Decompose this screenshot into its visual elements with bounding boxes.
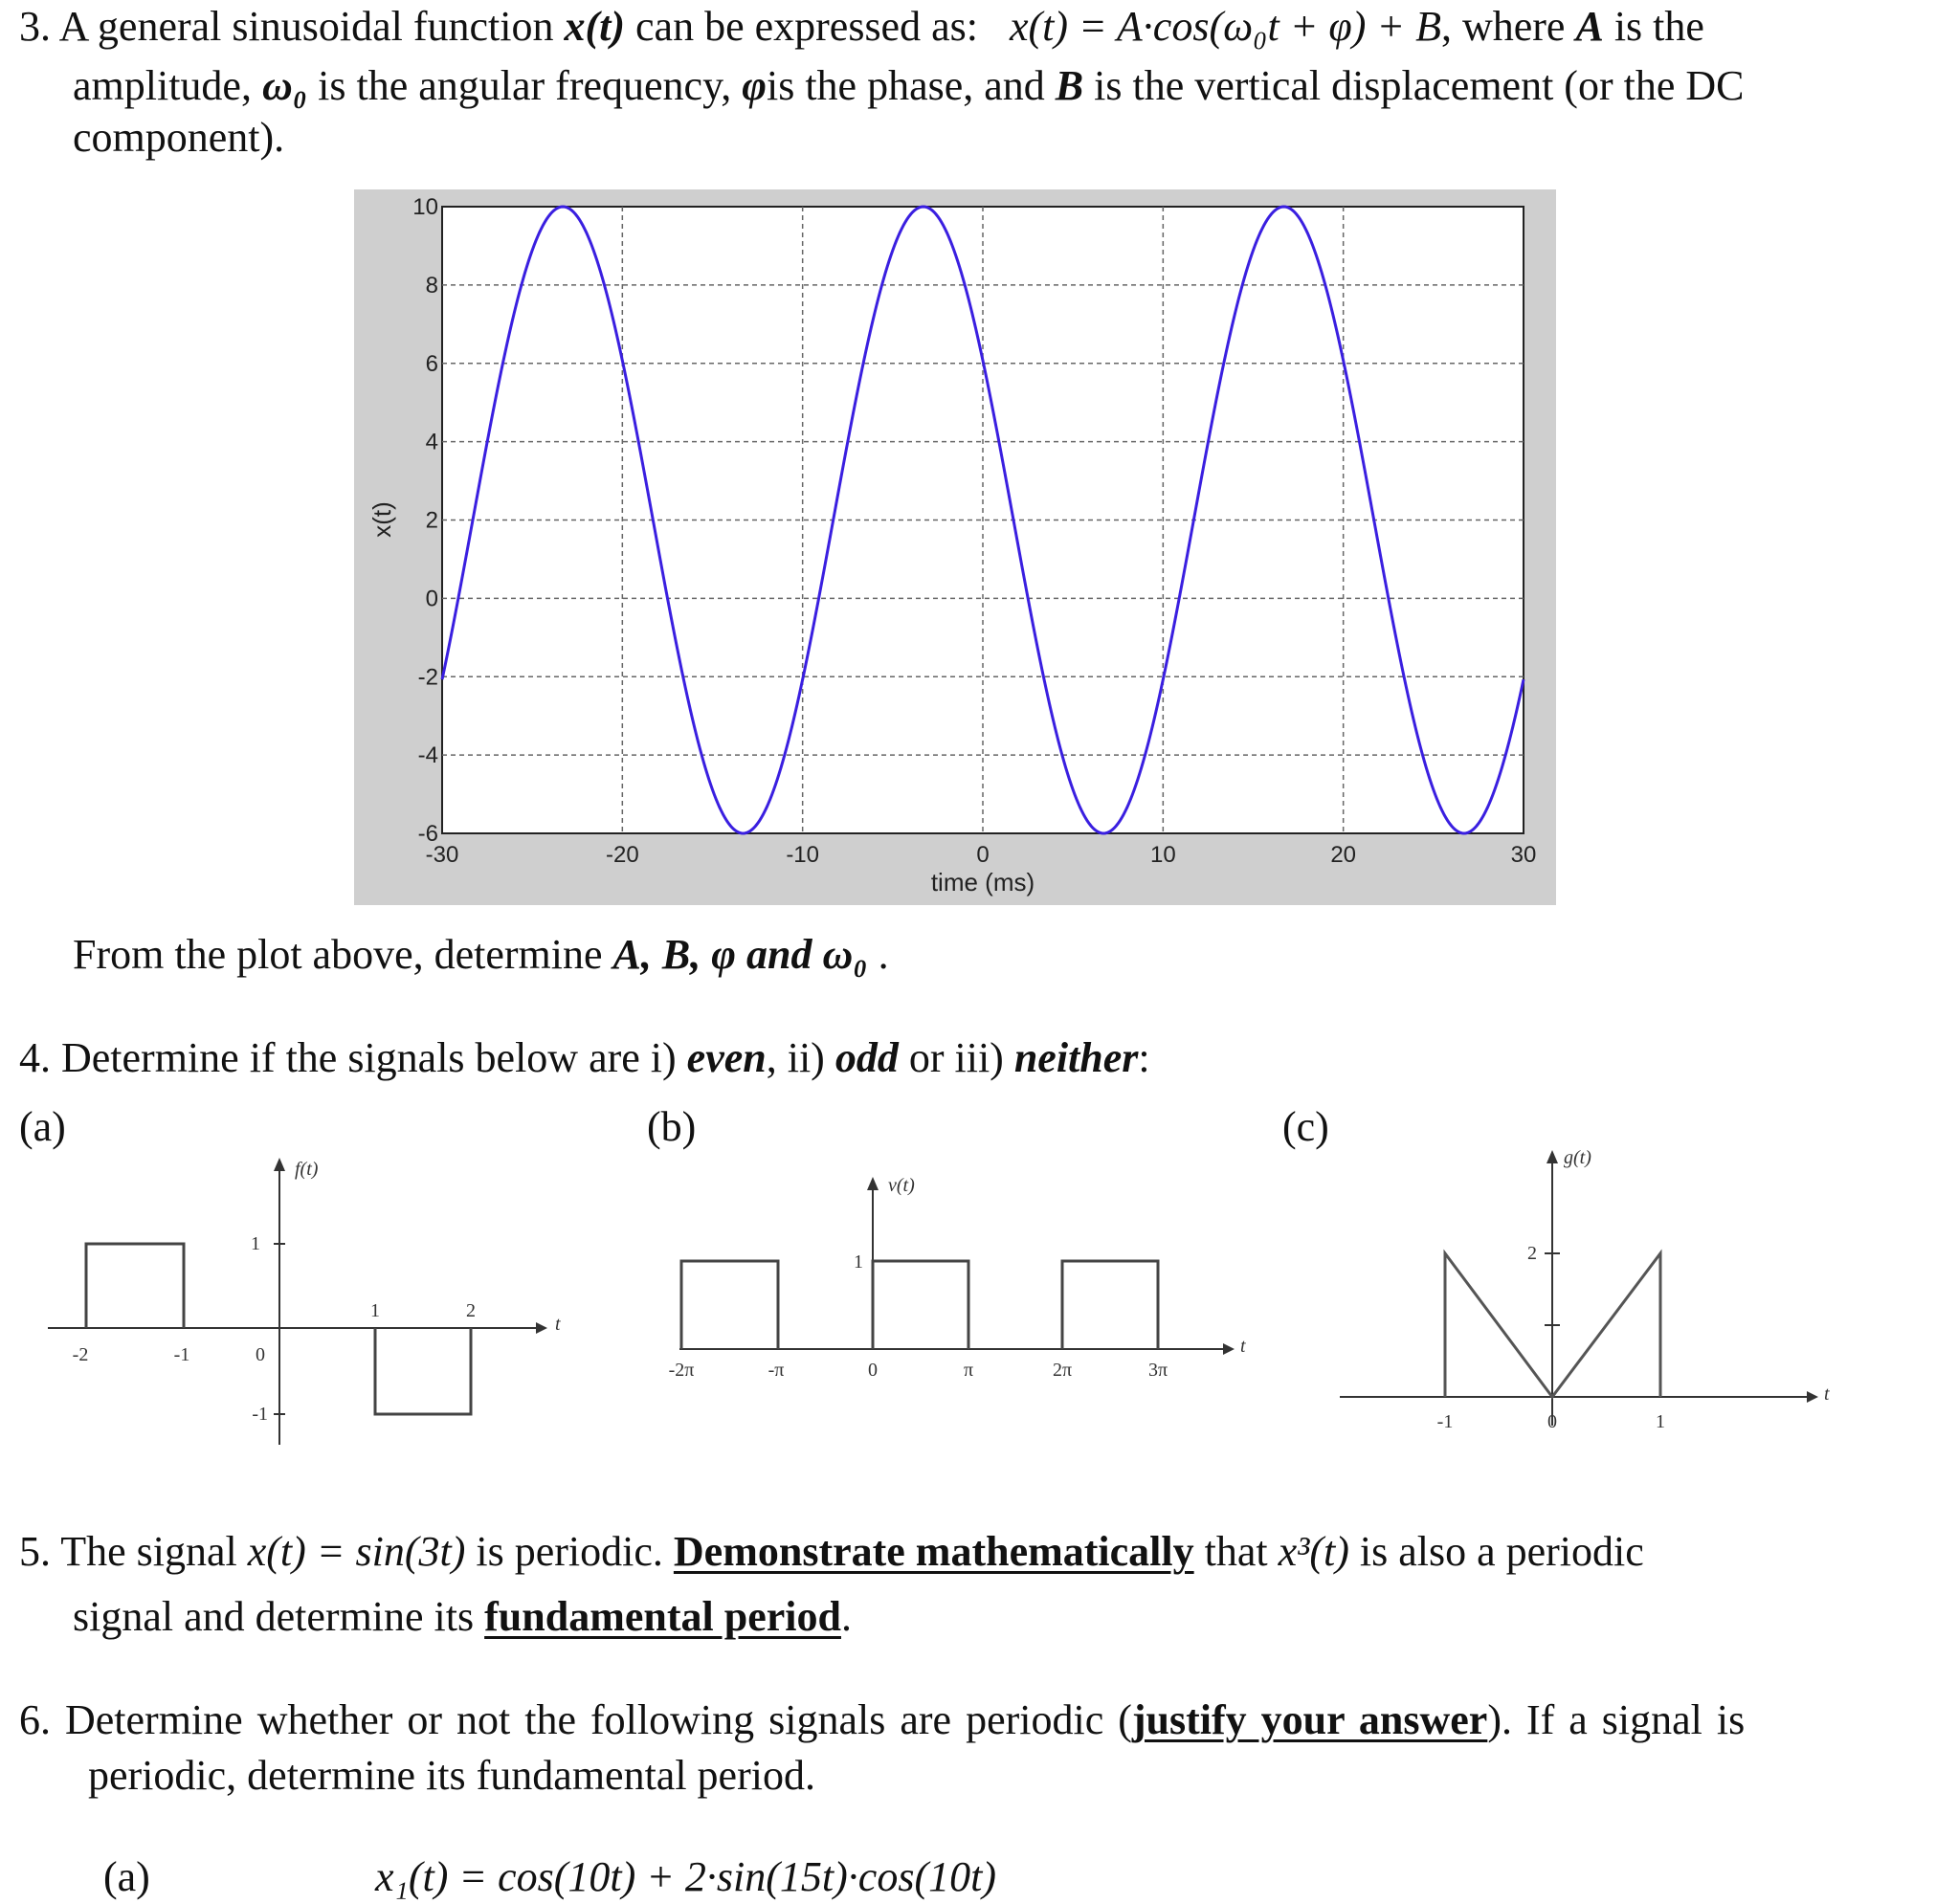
q5-text-c: that xyxy=(1204,1528,1268,1575)
q3-text-b: can be expressed as: xyxy=(635,3,978,50)
signal-b-tick-label: -π xyxy=(768,1360,785,1381)
q3-text-a: A general sinusoidal function xyxy=(58,3,554,50)
q4-neither: neither xyxy=(1013,1034,1139,1081)
x-tick-label: 20 xyxy=(1330,842,1357,868)
q5-line2-end: . xyxy=(840,1593,852,1640)
signal-a-ytick-label-1: 1 xyxy=(251,1233,260,1254)
sinusoid-chart xyxy=(354,189,1556,905)
signal-a-tick-label: -1 xyxy=(173,1344,190,1365)
y-tick-label: -2 xyxy=(417,664,438,691)
x-tick-label: 30 xyxy=(1510,842,1537,868)
q3-var-a: A xyxy=(1575,3,1604,50)
q5-fundamental-period: fundamental period xyxy=(484,1593,841,1640)
signal-b-y-arrow xyxy=(867,1177,879,1190)
q5-text-a: The signal xyxy=(60,1528,237,1575)
q4-label-c: (c) xyxy=(1282,1103,1329,1150)
signal-a-tick-label: 2 xyxy=(466,1300,476,1321)
signal-b-tick-label: 2π xyxy=(1052,1360,1073,1381)
q5-formula: x(t) = sin(3t) xyxy=(247,1528,466,1575)
signal-c-tick-label: 1 xyxy=(1656,1411,1665,1432)
signal-b-plot xyxy=(651,1162,1263,1392)
signal-a-ytick-label-neg1: -1 xyxy=(252,1404,268,1425)
signal-a-tick-label: -2 xyxy=(72,1344,89,1365)
y-tick-label: 0 xyxy=(425,586,438,612)
q4-text-d: : xyxy=(1138,1034,1150,1081)
y-tick-label: -4 xyxy=(417,742,438,769)
signal-a-tick-label: 0 xyxy=(256,1344,265,1365)
x-tick-label: 10 xyxy=(1149,842,1176,868)
q5-number: 5. xyxy=(19,1528,51,1575)
q3-omega: ω₀ xyxy=(261,62,308,109)
q3-var-b: B xyxy=(1055,62,1084,109)
q5-text-d: is also a periodic xyxy=(1359,1528,1644,1575)
y-tick-label: 2 xyxy=(425,507,438,534)
y-tick-label: 4 xyxy=(425,429,438,455)
chart-ylabel: x(t) xyxy=(367,501,396,538)
y-tick-label: 6 xyxy=(425,350,438,377)
q6-justify: justify your answer xyxy=(1131,1696,1488,1743)
q6-label-a: (a) xyxy=(103,1853,150,1900)
y-tick-label: 8 xyxy=(425,272,438,299)
x-tick-label: -10 xyxy=(786,842,820,868)
q4-label-b: (b) xyxy=(647,1103,697,1150)
q3-prompt-vars: A, B, φ xyxy=(612,931,736,978)
q3-line-3: component). xyxy=(73,114,285,161)
q4-even: even xyxy=(686,1034,767,1081)
q3-line-2 xyxy=(73,59,1744,113)
q3-prompt xyxy=(73,928,889,982)
signal-c-plot xyxy=(1330,1139,1847,1464)
signal-c-ytick-label: 2 xyxy=(1527,1243,1537,1264)
q5-line-1 xyxy=(19,1525,1644,1579)
signal-b-t-arrow xyxy=(1223,1343,1235,1355)
q3-prompt-and: and xyxy=(745,931,812,978)
signal-b-tick-label: -2π xyxy=(668,1360,695,1381)
q3-prompt-text: From the plot above, determine xyxy=(73,931,603,978)
signal-a-tick-label: 1 xyxy=(370,1300,380,1321)
q3-x-of-t: x(t) xyxy=(564,3,626,50)
q5-line2-text: signal and determine its xyxy=(73,1593,475,1640)
x-tick-label: -20 xyxy=(605,842,639,868)
x-tick-label: -30 xyxy=(425,842,459,868)
chart-xlabel: time (ms) xyxy=(930,868,1035,897)
q3-prompt-end: . xyxy=(878,931,889,978)
q5-line-2 xyxy=(73,1590,852,1644)
q3-number: 3. xyxy=(19,3,51,50)
signal-c-tick-label: -1 xyxy=(1436,1411,1454,1432)
signal-c-xlabel: t xyxy=(1824,1384,1830,1405)
q6-text-a: Determine whether or not the following signals are periodic ( xyxy=(65,1696,1132,1743)
signal-b-tick-label: 0 xyxy=(868,1360,878,1381)
q5-text-b: is periodic. xyxy=(476,1528,663,1575)
signal-b-pulse-3 xyxy=(1062,1261,1158,1349)
signal-a-y-arrow xyxy=(274,1158,285,1171)
q3-text-c: , where xyxy=(1440,3,1566,50)
signal-b-tick-label: π xyxy=(963,1360,974,1381)
q3-dc-text: is the vertical displacement (or the DC xyxy=(1094,62,1745,109)
q4-text-b: , ii) xyxy=(766,1034,825,1081)
q3-phi: φ xyxy=(742,62,767,109)
q3-text-d: is the xyxy=(1613,3,1704,50)
q6-number: 6. xyxy=(19,1696,51,1743)
q6-line-1 xyxy=(19,1694,1745,1747)
signal-b-xlabel: t xyxy=(1240,1336,1246,1357)
q3-freq-text: is the angular frequency, xyxy=(318,62,732,109)
q3-phase-text: is the phase, and xyxy=(766,62,1045,109)
y-tick-label: 10 xyxy=(412,194,438,220)
signal-c-tick-label: 0 xyxy=(1547,1411,1557,1432)
q4-text-c: or iii) xyxy=(908,1034,1004,1081)
q3-formula: x(t) = A·cos(ω₀t + φ) + B xyxy=(1009,3,1441,50)
signal-b-ylabel: v(t) xyxy=(888,1175,915,1196)
signal-a-pulse-negative xyxy=(375,1328,471,1414)
signal-c-y-arrow xyxy=(1546,1150,1558,1163)
q4-line xyxy=(19,1031,1150,1085)
q6-text-b: ). If a signal is xyxy=(1487,1696,1746,1743)
signal-b-pulse-1 xyxy=(681,1261,778,1349)
signal-a-t-arrow xyxy=(536,1322,547,1334)
signal-c-ylabel: g(t) xyxy=(1564,1147,1591,1168)
q6-line-2: periodic, determine its fundamental period. xyxy=(88,1752,815,1799)
signal-c-t-arrow xyxy=(1807,1391,1818,1403)
signal-a-ylabel: f(t) xyxy=(295,1159,319,1180)
q4-label-a: (a) xyxy=(19,1103,66,1150)
q4-text-a: Determine if the signals below are i) xyxy=(61,1034,677,1081)
signal-a-plot xyxy=(38,1148,574,1464)
q4-number: 4. xyxy=(19,1034,51,1081)
signal-b-pulse-2 xyxy=(873,1261,968,1349)
q3-line-1 xyxy=(19,0,1704,54)
q4-odd: odd xyxy=(834,1034,899,1081)
q3-amplitude-text: amplitude, xyxy=(73,62,252,109)
signal-b-tick-label: 3π xyxy=(1147,1360,1168,1381)
q3-prompt-omega: ω₀ xyxy=(822,931,868,978)
q6-formula-a: x₁(t) = cos(10t) + 2·sin(15t)·cos(10t) xyxy=(375,1853,996,1900)
signal-a-pulse-positive xyxy=(86,1244,184,1328)
q5-x-cubed: x³(t) xyxy=(1278,1528,1349,1575)
x-tick-label: 0 xyxy=(976,842,990,868)
y-tick-label: -6 xyxy=(417,821,438,847)
signal-b-ytick-label: 1 xyxy=(854,1251,863,1273)
signal-a-xlabel: t xyxy=(555,1314,561,1335)
q5-demonstrate: Demonstrate mathematically xyxy=(673,1528,1194,1575)
